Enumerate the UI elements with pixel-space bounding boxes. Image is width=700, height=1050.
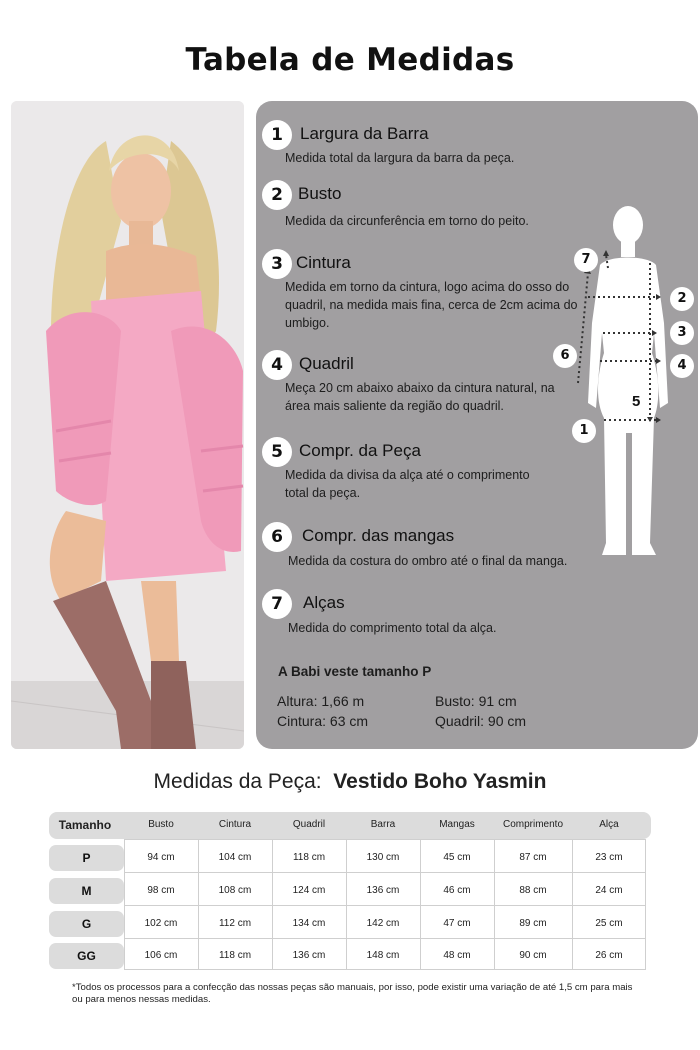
number-badge: 1 (262, 120, 292, 150)
size-label-m: M (49, 878, 124, 904)
header-tamanho: Tamanho (58, 818, 112, 832)
table-cell: 24 cm (595, 885, 623, 896)
table-cell: 136 cm (292, 950, 326, 961)
table-cell: 90 cm (519, 950, 547, 961)
table-cell: 118 cm (292, 852, 326, 863)
table-cell: 25 cm (595, 918, 623, 929)
number-badge: 4 (262, 350, 292, 380)
header-alca: Alça (599, 819, 619, 830)
table-cell: 134 cm (292, 918, 326, 929)
model-size-title: A Babi veste tamanho P (278, 664, 432, 679)
figure-marker-7: 7 (574, 248, 598, 272)
table-cell: 136 cm (366, 885, 400, 896)
page-title: Tabela de Medidas (185, 42, 515, 78)
table-cell: 142 cm (366, 918, 400, 929)
table-cell: 45 cm (443, 852, 471, 863)
number-badge: 5 (262, 437, 292, 467)
size-label-gg: GG (49, 943, 124, 969)
number-badge: 3 (262, 249, 292, 279)
figure-marker-1: 1 (572, 419, 596, 443)
measure-title: Busto (298, 184, 342, 203)
measure-title: Largura da Barra (300, 124, 429, 143)
table-cell: 47 cm (443, 918, 471, 929)
size-label-g: G (49, 911, 124, 937)
table-cell: 108 cm (218, 885, 252, 896)
table-cell: 148 cm (366, 950, 400, 961)
table-cell: 102 cm (144, 918, 178, 929)
table-cell: 46 cm (443, 885, 471, 896)
figure-marker-4: 4 (670, 354, 694, 378)
table-cell: 112 cm (218, 918, 252, 929)
product-label: Medidas da Peça: (153, 770, 322, 793)
table-cell: 104 cm (218, 852, 252, 863)
header-cintura: Cintura (218, 819, 252, 830)
measure-title: Quadril (299, 354, 354, 373)
measure-title: Cintura (296, 253, 351, 272)
table-cell: 48 cm (443, 950, 471, 961)
measure-desc: Medida da circunferência em torno do peito. (285, 214, 529, 228)
table-cell: 106 cm (144, 950, 178, 961)
header-busto: Busto (148, 819, 174, 830)
measure-desc: Medida total da largura da barra da peça. (285, 151, 515, 165)
size-label-p: P (49, 845, 124, 871)
table-cell: 89 cm (519, 918, 547, 929)
measure-desc: Medida da costura do ombro até o final da manga. (288, 554, 568, 568)
measure-title: Compr. da Peça (299, 441, 421, 460)
figure-marker-2: 2 (670, 287, 694, 311)
table-cell: 98 cm (147, 885, 175, 896)
measure-desc: Meça 20 cm abaixo abaixo da cintura natural, na área mais saliente da região do quadril. (285, 381, 555, 413)
header-comprimento: Comprimento (502, 819, 564, 830)
model-photo (11, 101, 244, 749)
number-badge: 7 (262, 589, 292, 619)
model-height: Altura: 1,66 m (277, 693, 365, 709)
header-mangas: Mangas (439, 819, 475, 830)
body-silhouette (548, 203, 698, 563)
product-heading (0, 770, 700, 794)
number-badge: 2 (262, 180, 292, 210)
figure-marker-5: 5 (632, 393, 641, 410)
table-cell: 124 cm (292, 885, 326, 896)
measure-title: Alças (303, 593, 345, 612)
number-badge: 6 (262, 522, 292, 552)
measure-desc: Medida da divisa da alça até o comprimento total da peça. (285, 468, 530, 500)
measure-title: Compr. das mangas (302, 526, 455, 545)
header-barra: Barra (370, 819, 396, 830)
measure-desc: Medida do comprimento total da alça. (288, 621, 497, 635)
table-cell: 26 cm (595, 950, 623, 961)
footnote: *Todos os processos para a confecção das nossas peças são manuais, por isso, pode existir uma variação de até 1,5 cm para mais ou para menos nessas medidas. (72, 982, 633, 1005)
table-cell: 23 cm (595, 852, 623, 863)
product-name: Vestido Boho Yasmin (333, 770, 547, 793)
table-cell: 130 cm (366, 852, 400, 863)
figure-marker-3: 3 (670, 321, 694, 345)
model-bust: Busto: 91 cm (435, 693, 517, 709)
model-waist: Cintura: 63 cm (277, 713, 369, 729)
table-cell: 87 cm (519, 852, 547, 863)
header-quadril: Quadril (292, 819, 326, 830)
figure-marker-6: 6 (553, 344, 577, 368)
model-hip: Quadril: 90 cm (435, 713, 527, 729)
measure-desc: Medida em torno da cintura, logo acima do osso do quadril, na medida mais fina, cerca de 2cm acima do umbigo. (285, 280, 578, 330)
table-cell: 88 cm (519, 885, 547, 896)
table-cell: 94 cm (147, 852, 175, 863)
table-cell: 118 cm (218, 950, 252, 961)
